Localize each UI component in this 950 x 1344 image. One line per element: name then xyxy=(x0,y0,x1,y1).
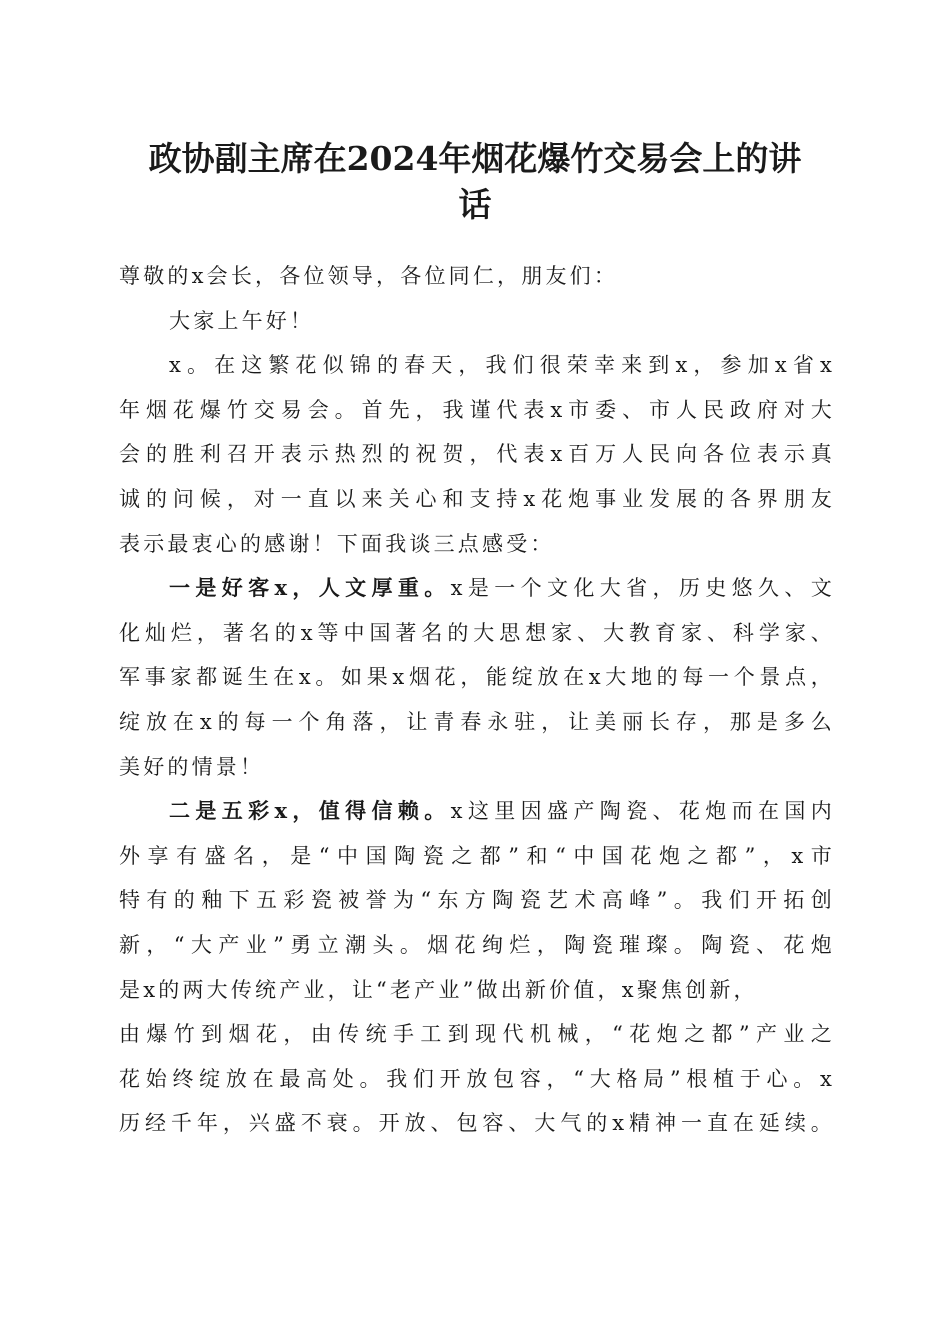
paragraph-line: 年烟花爆竹交易会。首先，我谨代表x市委、市人民政府对大 xyxy=(119,397,835,422)
title-line-1: 政协副主席在2024年烟花爆竹交易会上的讲 xyxy=(148,139,802,178)
salutation: 尊敬的x会长，各位领导，各位同仁，朋友们： xyxy=(119,264,619,288)
intro-paragraph xyxy=(119,343,835,566)
paragraph-line: 历经千年，兴盛不衰。开放、包容、大气的x精神一直在延续。 xyxy=(119,1111,835,1136)
paragraph-line: 表示最衷心的感谢！下面我谈三点感受： xyxy=(119,531,555,556)
document-title xyxy=(110,136,840,228)
point-1-text: x是一个文化大省，历史悠久、文 xyxy=(450,576,835,601)
paragraph-line: 会的胜利召开表示热烈的祝贺，代表x百万人民向各位表示真 xyxy=(119,442,835,467)
greeting: 大家上午好！ xyxy=(169,308,315,333)
point-2-text: x这里因盛产陶瓷、花炮而在国内 xyxy=(450,799,835,824)
paragraph-line: 由爆竹到烟花，由传统手工到现代机械，“花炮之都”产业之 xyxy=(119,1022,835,1047)
paragraph-line: 诚的问候，对一直以来关心和支持x花炮事业发展的各界朋友 xyxy=(119,486,835,511)
paragraph-line xyxy=(119,566,835,611)
title-line-2: 话 xyxy=(458,185,492,224)
paragraph-line: 特有的釉下五彩瓷被誉为“东方陶瓷艺术高峰”。我们开拓创 xyxy=(119,888,835,913)
paragraph-line: 美好的情景！ xyxy=(119,754,265,779)
paragraph-line: 化灿烂，著名的x等中国著名的大思想家、大教育家、科学家、 xyxy=(119,620,835,645)
paragraph-line: x。在这繁花似锦的春天，我们很荣幸来到x，参加x省x xyxy=(169,353,835,378)
paragraph-line xyxy=(119,789,835,834)
point-2-heading: 二是五彩x，值得信赖。 xyxy=(169,798,451,824)
document-body xyxy=(119,254,835,1146)
paragraph-line: 绽放在x的每一个角落，让青春永驻，让美丽长存，那是多么 xyxy=(119,709,835,734)
point-1-heading: 一是好客x，人文厚重。 xyxy=(169,575,451,601)
point-1-paragraph xyxy=(119,566,835,789)
paragraph-line: 新，“大产业”勇立潮头。烟花绚烂，陶瓷璀璨。陶瓷、花炮 xyxy=(119,932,835,957)
paragraph-line: 军事家都诞生在x。如果x烟花，能绽放在x大地的每一个景点， xyxy=(119,665,835,690)
point-2-paragraph xyxy=(119,789,835,1146)
paragraph-line: 花始终绽放在最高处。我们开放包容，“大格局”根植于心。x xyxy=(119,1066,835,1091)
paragraph-line: 外享有盛名，是“中国陶瓷之都”和“中国花炮之都”，x市 xyxy=(119,843,835,868)
paragraph-line: 是x的两大传统产业，让“老产业”做出新价值，x聚焦创新， xyxy=(119,977,758,1002)
